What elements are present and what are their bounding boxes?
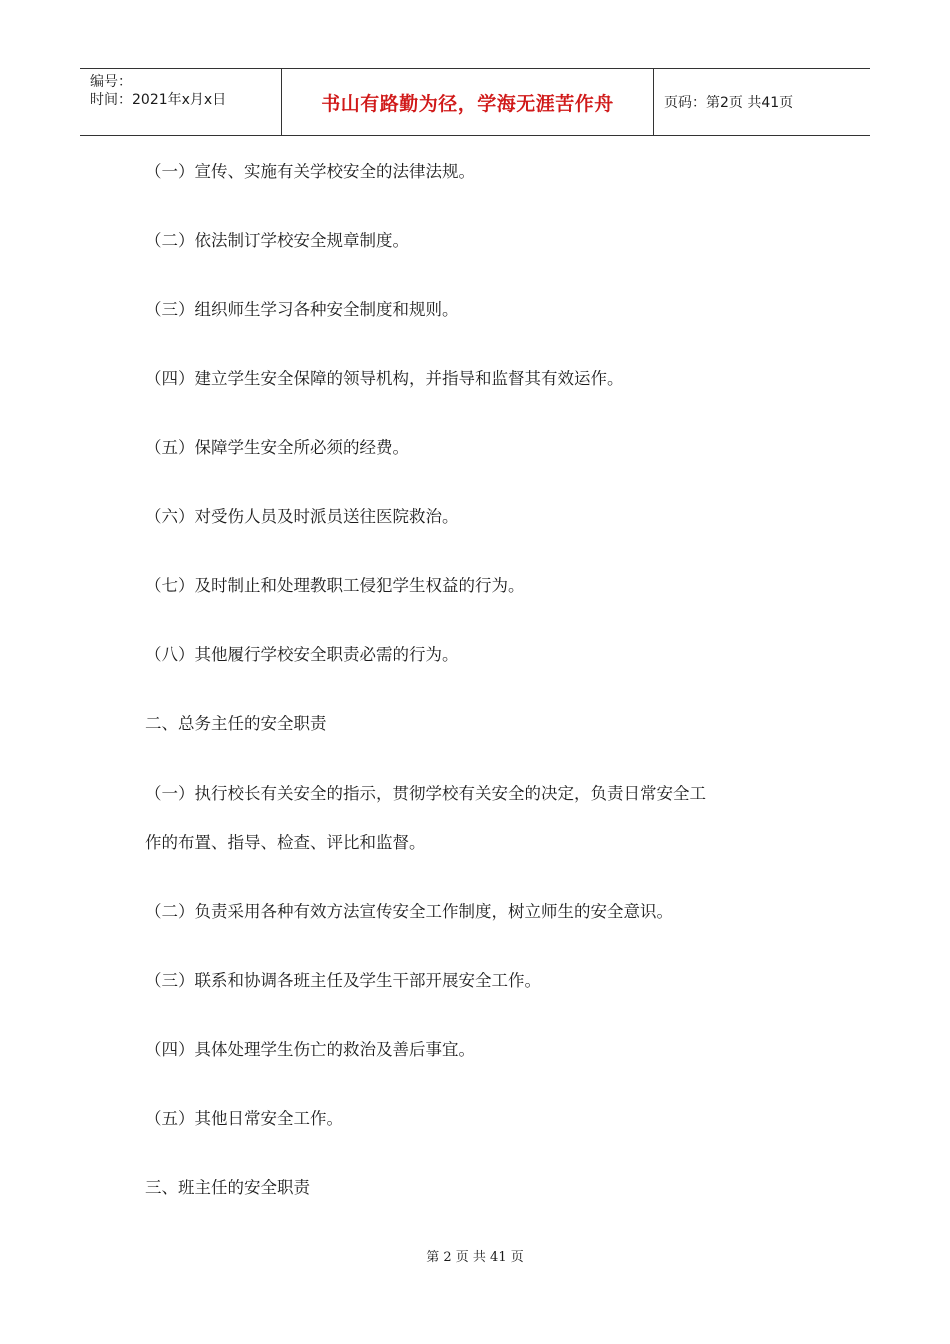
section-heading: 三、班主任的安全职责 (145, 1178, 310, 1197)
paragraph-line: （三）组织师生学习各种安全制度和规则。 (145, 300, 459, 319)
header-page-info: 页码：第2页 共41页 (664, 95, 794, 111)
header-motto: 书山有路勤为径，学海无涯苦作舟 (282, 69, 654, 135)
paragraph-line: （三）联系和协调各班主任及学生干部开展安全工作。 (145, 971, 541, 990)
paragraph-line: （五）其他日常安全工作。 (145, 1109, 343, 1128)
paragraph-line: （二）负责采用各种有效方法宣传安全工作制度，树立师生的安全意识。 (145, 902, 673, 921)
time-label: 时间：2021年x月x日 (90, 92, 227, 108)
paragraph-line: （六）对受伤人员及时派员送往医院救治。 (145, 507, 459, 526)
paragraph-line: （一）宣传、实施有关学校安全的法律法规。 (145, 162, 475, 181)
section-heading: 二、总务主任的安全职责 (145, 714, 327, 733)
paragraph-line: （四）建立学生安全保障的领导机构，并指导和监督其有效运作。 (145, 369, 624, 388)
paragraph-line: （七）及时制止和处理教职工侵犯学生权益的行为。 (145, 576, 525, 595)
number-label: 编号： (90, 74, 132, 90)
paragraph-line: （二）依法制订学校安全规章制度。 (145, 231, 409, 250)
paragraph-line: 作的布置、指导、检查、评比和监督。 (145, 833, 426, 852)
paragraph-line: （一）执行校长有关安全的指示，贯彻学校有关安全的决定，负责日常安全工 (145, 784, 706, 803)
paragraph-line: （四）具体处理学生伤亡的救治及善后事宜。 (145, 1040, 475, 1059)
paragraph-line: （五）保障学生安全所必须的经费。 (145, 438, 409, 457)
page-footer: 第 2 页 共 41 页 (426, 1250, 524, 1265)
paragraph-line: （八）其他履行学校安全职责必需的行为。 (145, 645, 459, 664)
